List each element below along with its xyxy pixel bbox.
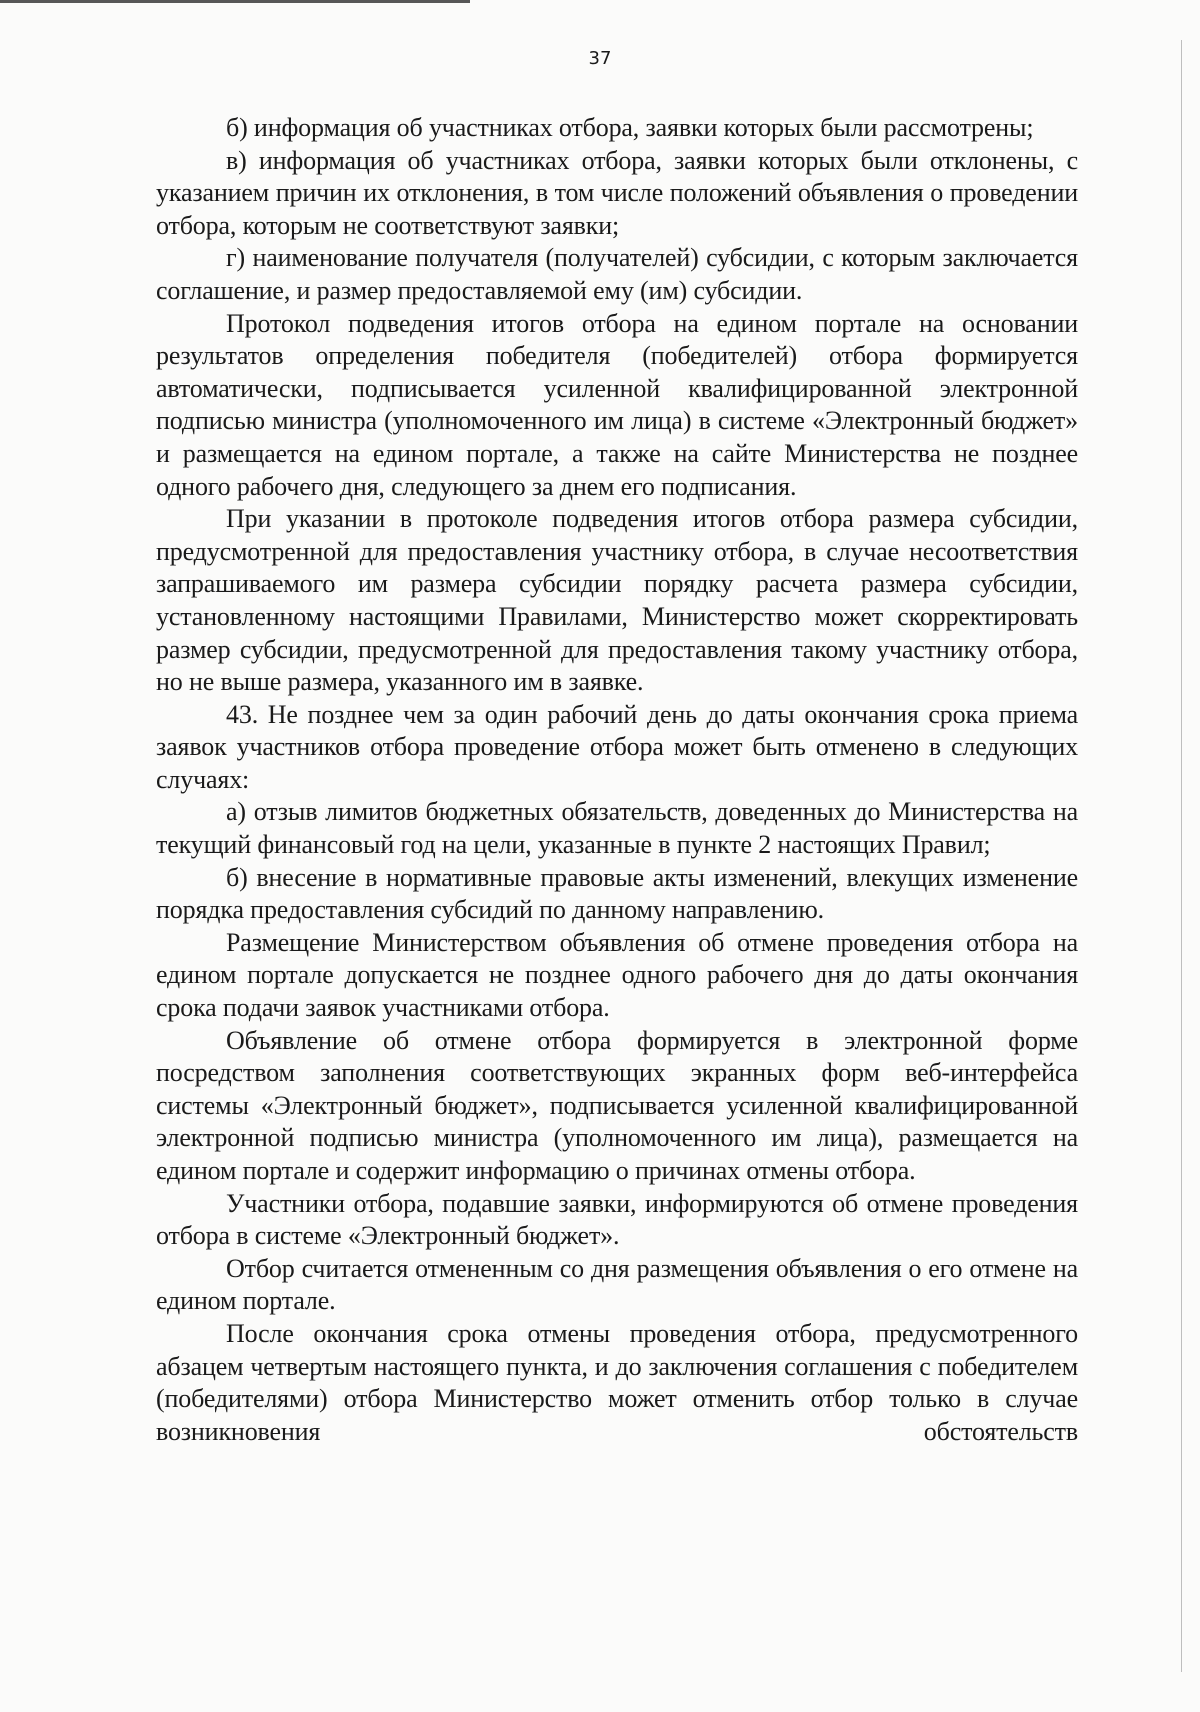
paragraph-after-deadline: После окончания срока отмены проведения отбора, предусмотренного абзацем четвертым настоящего пункта, и до заключения соглашения с победителем (победителями) отбора Министерство может отменить отбор только в случае возникновения обстоятельств bbox=[156, 1318, 1078, 1446]
scan-margin-line bbox=[1181, 40, 1182, 1672]
paragraph-protocol: Протокол подведения итогов отбора на едином портале на основании результатов определения победителя (победителей) отбора формируется автоматически, подписывается усиленной квалифицированной электронной подписью министра (уполномоченного им лица) в системе «Электронный бюджет» и размещается на едином портале, а также на сайте Министерства не позднее одного рабочего дня, следующего за днем его подписания. bbox=[156, 308, 1078, 501]
paragraph-participants-informed: Участники отбора, подавшие заявки, информируются об отмене проведения отбора в системе «Электронный бюджет». bbox=[156, 1188, 1078, 1251]
document-body bbox=[156, 112, 1078, 1448]
paragraph-item-b-considered: б) информация об участниках отбора, заявки которых были рассмотрены; bbox=[226, 113, 1034, 142]
scan-edge-artifact bbox=[0, 0, 470, 3]
paragraph-cancel-announcement: Объявление об отмене отбора формируется в электронной форме посредством заполнения соответствующих экранных форм веб-интерфейса системы «Электронный бюджет», подписывается усиленной квалифицированной электронной подписью министра (уполномоченного им лица), размещается на едином портале и содержит информацию о причинах отмены отбора. bbox=[156, 1025, 1078, 1185]
paragraph-cancel-effective: Отбор считается отмененным со дня размещения объявления о его отмене на едином портале. bbox=[156, 1253, 1078, 1316]
paragraph-cancel-placement: Размещение Министерством объявления об отмене проведения отбора на едином портале допускается не позднее одного рабочего дня до даты окончания срока подачи заявок участниками отбора. bbox=[156, 927, 1078, 1023]
paragraph-item-b-amendments: б) внесение в нормативные правовые акты изменений, влекущих изменение порядка предоставления субсидий по данному направлению. bbox=[156, 862, 1078, 925]
paragraph-subsidy-size: При указании в протоколе подведения итогов отбора размера субсидии, предусмотренной для предоставления участнику отбора, в случае несоответствия запрашиваемого им размера субсидии порядку расчета размера субсидии, установленному настоящими Правилами, Министерство может скорректировать размер субсидии, предусмотренной для предоставления такому участнику отбора, но не выше размера, указанного им в заявке. bbox=[156, 504, 1078, 697]
paragraph-item-g-recipient: г) наименование получателя (получателей) субсидии, с которым заключается соглашение, и размер предоставляемой ему (им) субсидии. bbox=[156, 243, 1078, 305]
paragraph-item-v-rejected: в) информация об участниках отбора, заявки которых были отклонены, с указанием причин их отклонения, в том числе положений объявления о проведении отбора, которым не соответствуют заявки; bbox=[156, 145, 1078, 240]
paragraph-item-a-limits: а) отзыв лимитов бюджетных обязательств, доведенных до Министерства на текущий финансовый год на цели, указанные в пункте 2 настоящих Правил; bbox=[156, 797, 1078, 860]
page-number: 37 bbox=[588, 48, 612, 69]
paragraph-section-43: 43. Не позднее чем за один рабочий день до даты окончания срока приема заявок участников отбора проведение отбора может быть отменено в следующих случаях: bbox=[156, 699, 1078, 794]
